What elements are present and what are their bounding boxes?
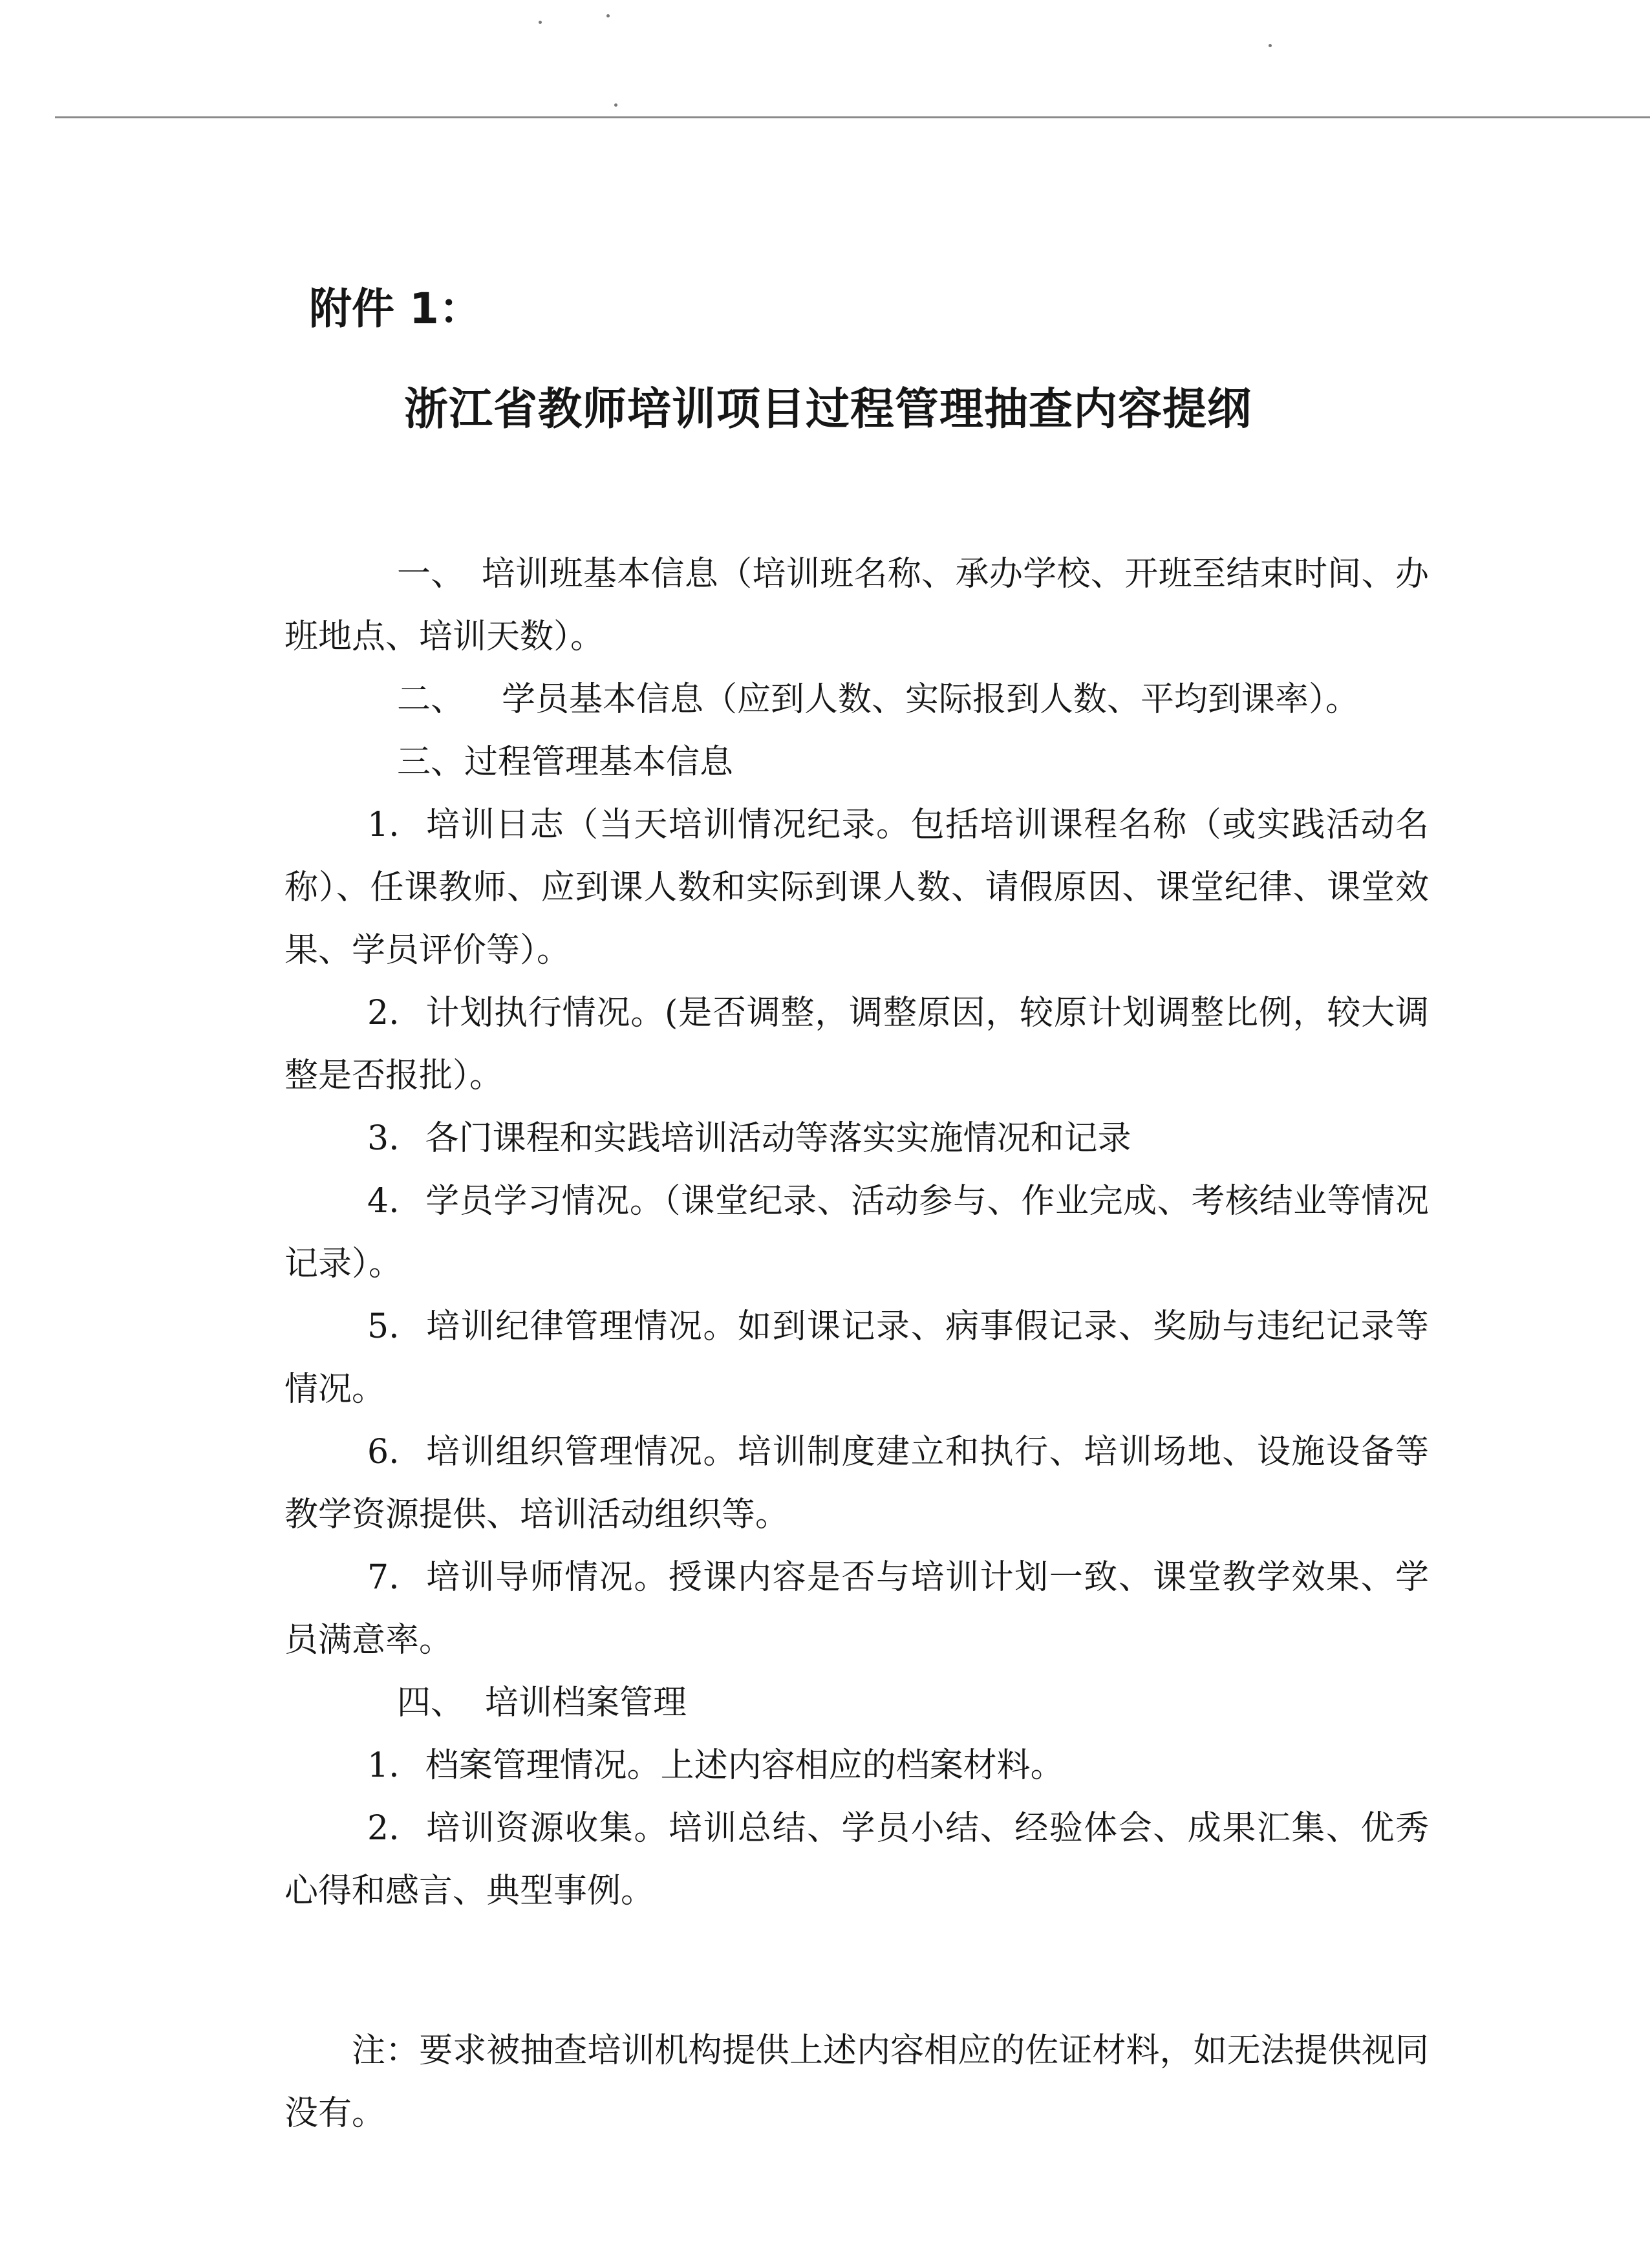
process-item — [284, 982, 1429, 1107]
scan-speck — [614, 103, 617, 107]
document-body — [284, 543, 1429, 2145]
section-text: 培训班基本信息（培训班名称、承办学校、开班至结束时间、办班地点、培训天数）。 — [284, 555, 1429, 656]
scan-speck — [606, 14, 610, 17]
section-number: 二、 — [397, 680, 465, 719]
section-number: 三、 — [397, 743, 465, 782]
item-text: 各门课程和实践培训活动等落实实施情况和记录 — [425, 1119, 1131, 1158]
section-process-info — [284, 731, 1429, 794]
archive-item — [284, 1797, 1429, 1923]
process-item — [284, 1546, 1429, 1672]
process-item — [284, 1107, 1429, 1170]
process-item — [284, 794, 1429, 982]
item-number: 5. — [367, 1307, 400, 1346]
section-basic-info — [284, 543, 1429, 669]
item-text: 档案管理情况。上述内容相应的档案材料。 — [425, 1746, 1064, 1785]
item-number: 2. — [367, 994, 400, 1032]
scan-speck — [539, 21, 542, 24]
section-number: 一、 — [397, 555, 465, 594]
item-text: 培训资源收集。培训总结、学员小结、经验体会、成果汇集、优秀心得和感言、典型事例。 — [284, 1809, 1429, 1910]
item-number: 1. — [367, 806, 400, 844]
section-text: 学员基本信息（应到人数、实际报到人数、平均到课率）。 — [502, 680, 1360, 719]
item-text: 计划执行情况。(是否调整，调整原因，较原计划调整比例，较大调整是否报批）。 — [284, 994, 1429, 1095]
section-trainee-info — [284, 669, 1429, 731]
item-text: 培训纪律管理情况。如到课记录、病事假记录、奖励与违纪记录等情况。 — [284, 1307, 1429, 1409]
item-text: 培训日志（当天培训情况纪录。包括培训课程名称（或实践活动名称）、任课教师、应到课人数和实际到课人数、请假原因、课堂纪律、课堂效果、学员评价等）。 — [284, 806, 1429, 970]
item-number: 7. — [367, 1558, 400, 1597]
section-archive — [284, 1672, 1429, 1735]
item-number: 6. — [367, 1433, 400, 1471]
item-number: 4. — [367, 1182, 400, 1221]
attachment-label: 附件 1： — [309, 284, 482, 334]
scan-top-rule — [55, 116, 1650, 118]
document-title: 浙江省教师培训项目过程管理抽查内容提纲 — [404, 384, 1252, 435]
process-item — [284, 1170, 1429, 1296]
process-item — [284, 1296, 1429, 1421]
item-number: 2. — [367, 1809, 400, 1848]
item-text: 培训组织管理情况。培训制度建立和执行、培训场地、设施设备等教学资源提供、培训活动组织等。 — [284, 1433, 1429, 1534]
section-text: 培训档案管理 — [485, 1684, 687, 1722]
item-number: 3. — [367, 1119, 400, 1158]
scan-speck — [1269, 44, 1272, 47]
section-number: 四、 — [397, 1684, 465, 1722]
item-number: 1. — [367, 1746, 400, 1785]
item-text: 学员学习情况。（课堂纪录、活动参与、作业完成、考核结业等情况记录）。 — [284, 1182, 1429, 1283]
section-text: 过程管理基本信息 — [464, 743, 734, 782]
footnote: 注：要求被抽查培训机构提供上述内容相应的佐证材料，如无法提供视同没有。 — [284, 2031, 1429, 2133]
process-item — [284, 1421, 1429, 1546]
item-text: 培训导师情况。授课内容是否与培训计划一致、课堂教学效果、学员满意率。 — [284, 1558, 1429, 1660]
archive-item — [284, 1735, 1429, 1797]
